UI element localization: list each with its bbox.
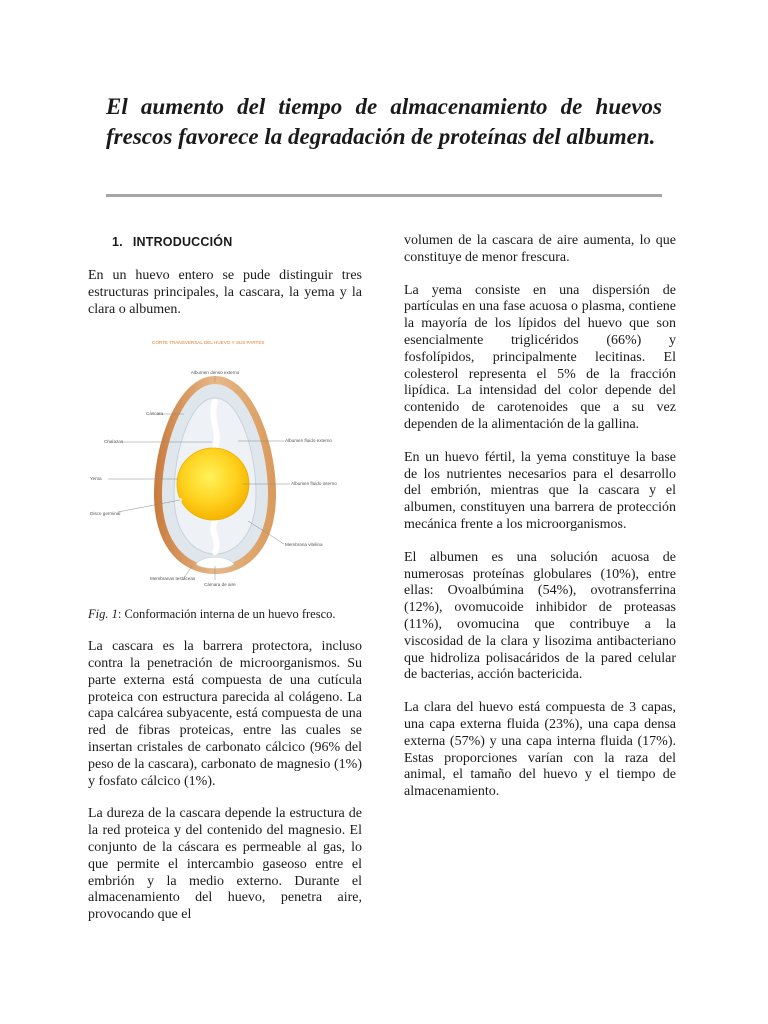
- right-column: [404, 233, 676, 801]
- label-yema: Yema: [90, 476, 102, 482]
- paragraph-yema: La yema consiste en una dispersión de partículas en una fase acuosa o plasma, contiene la mayoría de los lípidos del huevo que son esencialmente triglicéridos (66%) y fosfolípidos, principalmente lecitinas. El colesterol representa el 5% de la fracción lipídica. La intensidad del color depende del contenido de carotenoides que a su vez dependen de la alimentación de la gallina.: [404, 282, 676, 432]
- yolk-shape: [177, 448, 249, 520]
- section-number: 1.: [112, 235, 123, 249]
- label-albumen-denso-externo: Albumen denso externo: [190, 370, 240, 376]
- figure-caption-text: : Conformación interna de un huevo fresco.: [117, 607, 336, 622]
- paragraph-clara: La clara del huevo está compuesta de 3 capas, una capa externa fluida (23%), una capa densa externa (57%) y una capa interna fluida (17%). Estas proporciones varían con la raza del animal, el tamaño del huevo y el tiempo de almacenamiento.: [404, 700, 676, 800]
- chalaza-bottom: [213, 522, 216, 552]
- label-camara-de-aire: Cámara de aire: [204, 582, 236, 588]
- label-disco-germinal: Disco germinal: [90, 511, 121, 517]
- figure-header: CORTE TRANSVERSAL DEL HUEVO Y SUS PARTES: [152, 340, 265, 346]
- label-chalazas: Chalazas: [104, 439, 124, 445]
- paragraph-albumen: El albumen es una solución acuosa de numerosas proteínas globulares (10%), entre ellas: Ovoalbúmina (54%), ovotransferrina (12%), ovomucoide inhibidor de proteasas (11%), ovomucina que contribuye a la viscosidad de la clara y lisozima antibacteriano que hidroliza polisacáridos de la pared celular de bacterias, acción bactericida.: [404, 549, 676, 683]
- paragraph-dureza: La dureza de la cascara depende la estructura de la red proteica y del contenido del magnesio. El conjunto de la cáscara es permeable al gas, lo que permite el intercambio gaseoso entre el embrión y la medio externo. Durante el almacenamiento del huevo, penetra aire, provocando que el: [88, 806, 362, 923]
- paragraph-continuation: volumen de la cascara de aire aumenta, lo que constituye de menor frescura.: [404, 233, 676, 265]
- label-cascara: Cáscara: [146, 411, 164, 417]
- egg-diagram: [88, 334, 362, 596]
- intro-paragraph: En un huevo entero se pude distinguir tres estructuras principales, la cascara, la yema y la clara o albumen.: [88, 268, 362, 317]
- label-membrana-vitelina: Membrana vitelina: [285, 542, 323, 548]
- figure-caption-label: Fig. 1: [88, 607, 118, 622]
- title-divider: [106, 194, 662, 197]
- figure-caption: [88, 606, 362, 623]
- label-albumen-fluido-interno: Albumen fluido interno: [291, 481, 337, 487]
- paragraph-huevo-fertil: En un huevo fértil, la yema constituye la base de los nutrientes necesarios para el desarrollo del embrión, mientras que la cascara y el albumen, constituyen una barrera de protección mecánica frente a los microorganismos.: [404, 449, 676, 532]
- egg-cross-section-figure: [88, 334, 362, 596]
- label-albumen-fluido-externo: Albumen fluido externo: [285, 438, 332, 444]
- label-membranas-testaceas: Membranas testáceas: [150, 576, 196, 582]
- paragraph-cascara: La cascara es la barrera protectora, incluso contra la penetración de microorganismos. Su parte externa está compuesta de una cutícula proteica con estructura parecida al colágeno. La capa calcárea subyacente, está compuesta de una red de fibras proteicas, entre las cuales se insertan cristales de carbonato cálcico (96% del peso de la cascara), carbonato de magnesio (1%) y fosfato cálcico (1%).: [88, 639, 362, 789]
- chalaza-top: [213, 402, 216, 448]
- section-heading: [112, 234, 362, 250]
- paper-title: El aumento del tiempo de almacenamiento de huevos frescos favorece la degradación de proteínas del albumen.: [106, 94, 662, 149]
- section-title: INTRODUCCIÓN: [132, 235, 233, 249]
- left-column: [88, 234, 362, 924]
